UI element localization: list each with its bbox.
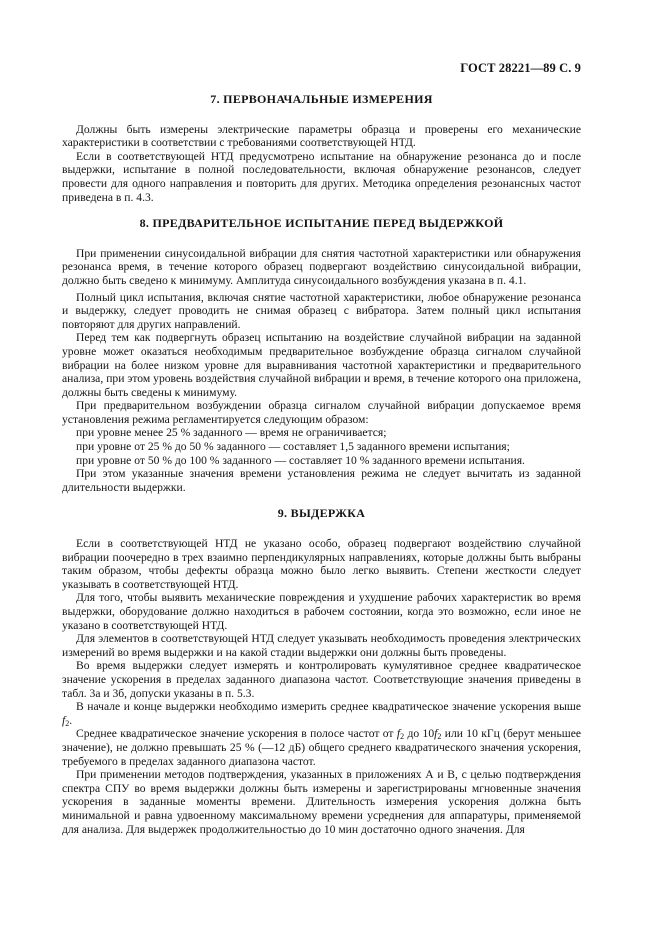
section-8-paragraph: При применении синусоидальной вибрации для снятия частотной характеристики или обнаружения резонанса время, в течение которого образец подвергают воздействию синусоидальной вибрации, должно быть сведено к минимуму. Амплитуда синусоидального возбуждения указана в п. 4.1.	[62, 246, 581, 287]
section-9-paragraph	[62, 700, 581, 727]
section-7-paragraph: Должны быть измерены электрические параметры образца и проверены его механические характеристики в соответствии с требованиями соответствующей НТД.	[62, 122, 581, 150]
text-run: .	[69, 713, 73, 727]
list-item: при уровне менее 25 % заданного — время не ограничивается;	[76, 426, 387, 440]
section-7-heading: 7. ПЕРВОНАЧАЛЬНЫЕ ИЗМЕРЕНИЯ	[210, 92, 433, 106]
section-9-paragraph: Если в соответствующей НТД не указано особо, образец подвергают воздействию случайной вибрации поочередно в трех взаимно перпендикулярных направлениях, которые должны быть выбраны таким образом, чтобы дефекты образца можно было легко выявить. Степени жесткости следует указывать в соответствующей НТД.	[62, 537, 581, 591]
subscript: 2	[65, 718, 70, 728]
frequency-symbol: f	[62, 713, 66, 727]
settling-time-list	[62, 426, 581, 467]
document-body	[62, 93, 581, 836]
section-9-paragraph: Для того, чтобы выявить механические повреждения и ухудшение рабочих характеристик во время выдержки, оборудование должно находиться в рабочем состоянии, когда это возможно, если иное не указано в соответствующей НТД.	[62, 591, 581, 632]
text-run: до 10	[404, 727, 435, 741]
section-8-paragraph: Полный цикл испытания, включая снятие частотной характеристики, любое обнаружение резонанса и выдержку, следует проводить не снимая образец с вибратора. Затем полный цикл испытания повторяют для других направлений.	[62, 290, 581, 331]
text-run: Среднее квадратическое значение ускорения в полосе частот от	[76, 727, 397, 741]
subscript: 2	[437, 732, 442, 742]
section-7-paragraph: Если в соответствующей НТД предусмотрено испытание на обнаружение резонанса до и после выдержки, испытание в полной последовательности, включая обнаружение резонансов, следует провести для одного направления и повторить для других. Методика определения резонансных частот приведена в п. 4.3.	[62, 149, 581, 204]
page-header-reference: ГОСТ 28221—89 С. 9	[460, 61, 581, 75]
list-item: при уровне от 25 % до 50 % заданного — составляет 1,5 заданного времени испытания;	[76, 440, 510, 454]
section-8-paragraph: При предварительном возбуждении образца сигналом случайной вибрации допускаемое время установления режима регламентируется следующим образом:	[62, 399, 581, 426]
section-9-heading: 9. ВЫДЕРЖКА	[277, 506, 366, 521]
frequency-symbol: f	[396, 727, 401, 741]
text-run: В начале и конце выдержки необходимо измерить среднее квадратическое значение ускорения выше	[76, 700, 581, 714]
list-item: при уровне от 50 % до 100 % заданного — составляет 10 % заданного времени испытания.	[76, 453, 525, 467]
section-9-paragraph: Во время выдержки следует измерять и контролировать кумулятивное среднее квадратическое значение ускорения в пределах заданного диапазона частот. Соответствующие значения приведены в табл. 3а и 3б, допуски указаны в п. 5.3.	[62, 659, 581, 700]
text-run: или 10 кГц (берут меньшее значение), не должно превышать 25 % (—12 дБ) общего среднего квадратического значения ускорения, требуемого в пределах заданного диапазона частот.	[62, 727, 581, 768]
subscript: 2	[400, 732, 405, 742]
section-9-paragraph: Для элементов в соответствующей НТД следует указывать необходимость проведения электрических измерений во время выдержки и на какой стадии выдержки они должны быть проведены.	[62, 632, 581, 659]
section-9-paragraph	[62, 727, 581, 768]
section-8-paragraph: При этом указанные значения времени установления режима не следует вычитать из заданной длительности выдержки.	[62, 467, 581, 494]
section-9-paragraph: При применении методов подтверждения, указанных в приложениях А и В, с целью подтверждения спектра СПУ во время выдержки должны быть измерены и зарегистрированы мгновенные значения ускорения в заданные моменты времени. Длительность измерения ускорения должна быть минимальной и равна удвоенному максимальному времени усреднения для аппаратуры, применяемой для анализа. Для выдержек продолжительностью до 10 мин достаточно одного значения. Для	[62, 768, 581, 836]
section-8-paragraph: Перед тем как подвергнуть образец испытанию на воздействие случайной вибрации на заданной уровне может оказаться необходимым предварительное возбуждение образца сигналом случайной вибрации на более низком уровне для выравнивания частотной характеристики и предварительного анализа, при этом уровень воздействия случайной вибрации и время, в течение которого она приложена, должны быть сведены к минимуму.	[62, 331, 581, 399]
frequency-symbol: f	[434, 727, 438, 741]
section-8-heading: 8. ПРЕДВАРИТЕЛЬНОЕ ИСПЫТАНИЕ ПЕРЕД ВЫДЕРЖКОЙ	[139, 216, 504, 231]
